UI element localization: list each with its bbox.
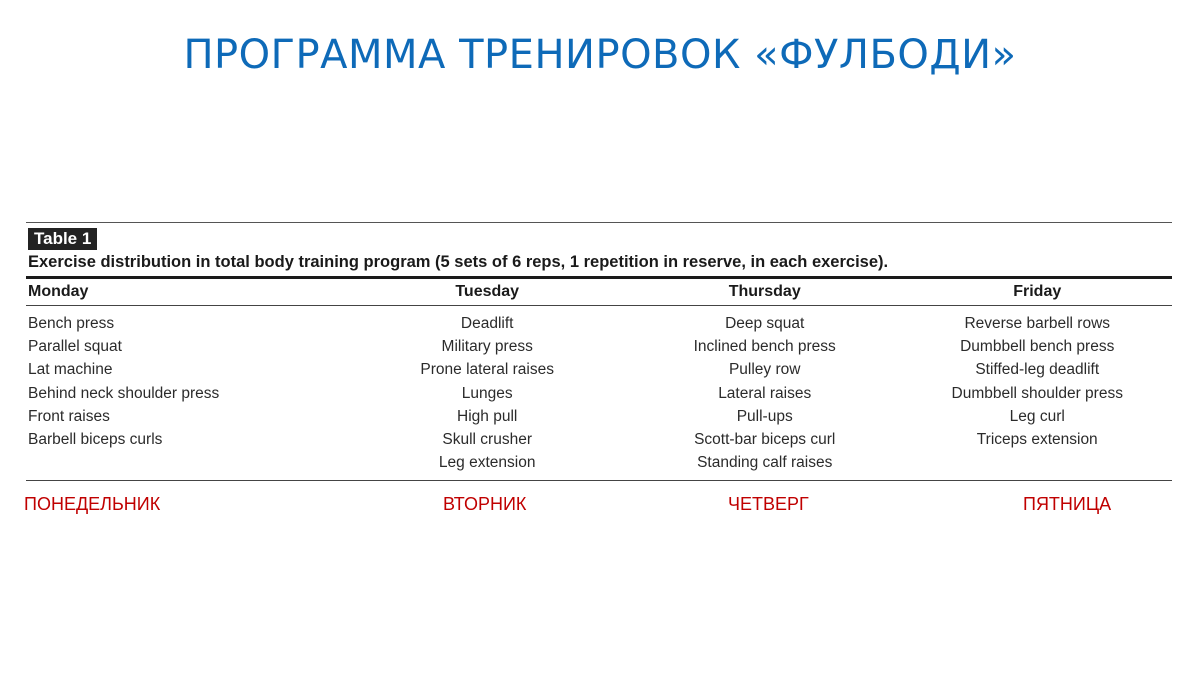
table-cell: Behind neck shoulder press: [28, 384, 220, 402]
column-header-friday: Friday: [1013, 283, 1062, 300]
table-cell: Stiffed-leg deadlift: [975, 361, 1100, 379]
table-cell: Front raises: [28, 407, 110, 425]
table-header-row: [26, 279, 1172, 305]
table-cell: High pull: [457, 407, 518, 425]
column-tuesday: [347, 312, 627, 474]
column-monday: [26, 312, 347, 474]
table-cell: Barbell biceps curls: [28, 431, 163, 449]
table-bottom-rule: [26, 480, 1172, 481]
table-cell: Triceps extension: [976, 431, 1098, 449]
table-cell: Lateral raises: [718, 384, 812, 402]
table-caption: Exercise distribution in total body training program (5 sets of 6 reps, 1 repetition in reserve, in each exercise).: [28, 253, 889, 271]
table-cell: Dumbbell bench press: [960, 338, 1115, 356]
table-cell: Lat machine: [28, 361, 113, 379]
table-cell: Deep squat: [725, 315, 805, 332]
table-cell: Dumbbell shoulder press: [951, 384, 1123, 402]
ru-day-friday: ПЯТНИЦА: [1023, 494, 1112, 514]
ru-day-thursday: ЧЕТВЕРГ: [728, 494, 809, 514]
table-cell: Skull crusher: [442, 431, 532, 449]
table-cell: Pulley row: [728, 361, 801, 379]
table-cell: Leg extension: [438, 454, 536, 472]
ru-day-monday: ПОНЕДЕЛЬНИК: [24, 494, 161, 514]
table-cell: Bench press: [28, 315, 115, 332]
table-cell: Inclined bench press: [693, 338, 836, 356]
russian-day-labels: [0, 492, 1200, 516]
table-label: Table 1: [28, 228, 97, 250]
table-cell: Deadlift: [460, 315, 514, 332]
table-cell: Reverse barbell rows: [964, 315, 1111, 332]
table-cell: Pull-ups: [736, 407, 793, 425]
column-header-tuesday: Tuesday: [455, 283, 520, 300]
table-cell: Lunges: [461, 384, 513, 402]
column-header-thursday: Thursday: [728, 283, 801, 300]
column-thursday: [627, 312, 903, 474]
table-cell: Leg curl: [1009, 407, 1065, 425]
column-friday: [902, 312, 1172, 474]
table-body: [26, 306, 1172, 480]
table-cell: Prone lateral raises: [420, 361, 554, 379]
ru-day-tuesday: ВТОРНИК: [443, 494, 527, 514]
table-label-row: [26, 223, 1172, 249]
slide-title: ПРОГРАММА ТРЕНИРОВОК «ФУЛБОДИ»: [183, 32, 1017, 78]
column-header-monday: Monday: [28, 283, 89, 300]
table-cell: Scott-bar biceps curl: [694, 431, 836, 449]
table-cell: Military press: [441, 338, 533, 356]
table-cell: Standing calf raises: [697, 454, 833, 472]
exercise-table: [26, 222, 1172, 481]
table-cell: Parallel squat: [28, 338, 122, 356]
